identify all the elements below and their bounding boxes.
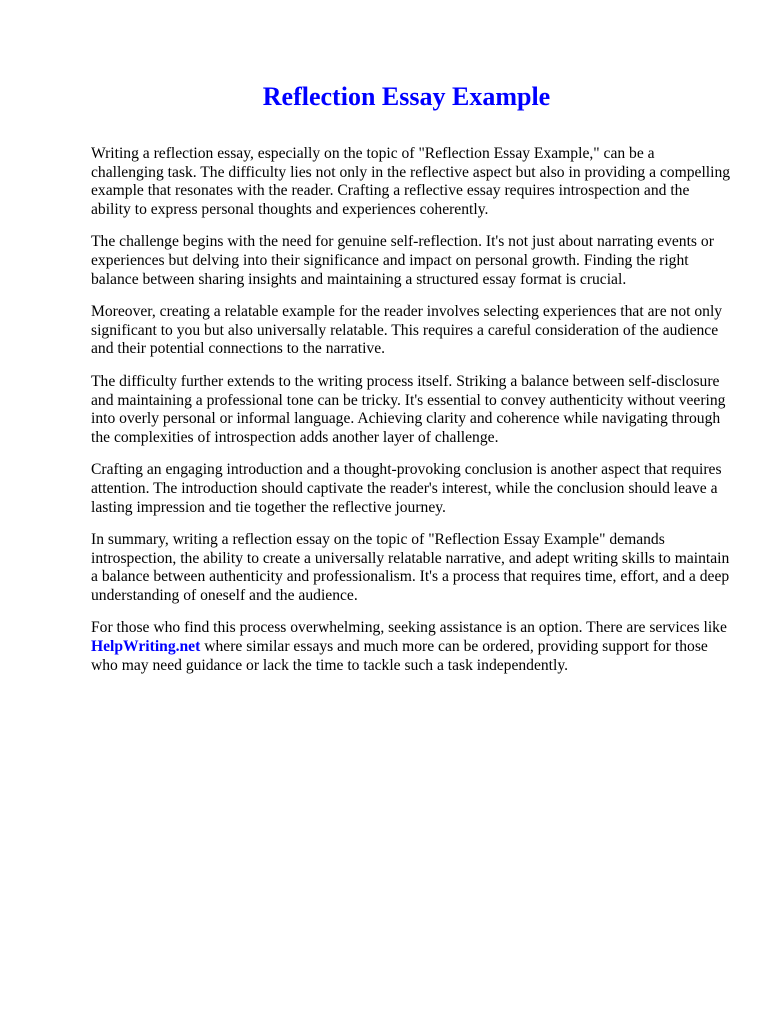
paragraph-1: Writing a reflection essay, especially on the topic of "Reflection Essay Example," can be a challenging task. The difficulty lies not only in the reflective aspect but also in providing a compelling example that resonates with the reader. Crafting a reflective essay requires introspection and the ability to express personal thoughts and experiences coherently. — [91, 145, 731, 218]
essay-body — [91, 145, 731, 689]
paragraph-5: Crafting an engaging introduction and a thought-provoking conclusion is another aspect that requires attention. The introduction should captivate the reader's interest, while the conclusion should leave a lasting impression and tie together the reflective journey. — [91, 461, 722, 516]
paragraph-7 — [91, 619, 731, 675]
paragraph-4: The difficulty further extends to the writing process itself. Striking a balance between self-disclosure and maintaining a professional tone can be tricky. It's essential to convey authenticity without veering into overly personal or informal language. Achieving clarity and coherence while navigating through the complexities of introspection adds another layer of challenge. — [91, 372, 726, 446]
paragraph-3: Moreover, creating a relatable example for the reader involves selecting experiences that are not only significant to you but also universally relatable. This requires a careful consideration of the audience and their potential connections to the narrative. — [91, 303, 723, 358]
paragraph-7-intro: For those who find this process overwhelming, seeking assistance is an option. There are services like — [91, 619, 727, 637]
paragraph-7-outro: where similar essays and much more can be ordered, providing support for those who may need guidance or lack the time to tackle such a task independently. — [91, 638, 708, 674]
page-title: Reflection Essay Example — [262, 82, 551, 111]
helpwriting-link[interactable]: HelpWriting.net — [91, 638, 201, 656]
paragraph-2: The challenge begins with the need for genuine self-reflection. It's not just about narrating events or experiences but delving into their significance and impact on personal growth. Finding the right balance between sharing insights and maintaining a structured essay format is crucial. — [91, 233, 714, 288]
paragraph-6: In summary, writing a reflection essay on the topic of "Reflection Essay Example" demands introspection, the ability to create a universally relatable narrative, and adept writing skills to maintain a balance between authenticity and professionalism. It's a process that requires time, effort, and a deep understanding of oneself and the audience. — [91, 531, 730, 604]
